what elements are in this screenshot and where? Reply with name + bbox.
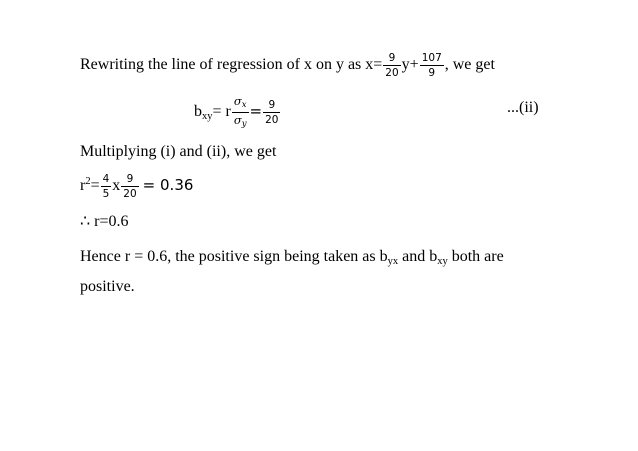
conclusion-paragraph <box>80 244 560 299</box>
fraction-107-over-9 <box>420 52 444 79</box>
conclusion-text-2: and b <box>398 248 438 265</box>
fraction-numerator: 4 <box>101 173 112 187</box>
sigma-y <box>232 113 249 130</box>
sigma-subscript-x: x <box>241 100 247 110</box>
superscript-2: 2 <box>85 176 91 188</box>
sigma-symbol: σ <box>233 112 242 127</box>
statement-mid: y+ <box>401 56 419 74</box>
equation-tag-ii: ...(ii) <box>507 99 539 116</box>
r-squared-equation <box>80 173 193 200</box>
fraction-numerator: 9 <box>121 173 138 187</box>
regression-line-statement <box>80 52 495 79</box>
sigma-ratio-fraction <box>232 95 249 130</box>
sigma-x <box>232 95 249 113</box>
bxy-equation <box>194 95 281 130</box>
fraction-9-over-20 <box>263 99 280 126</box>
bxy-subscript: xy <box>202 110 213 122</box>
fraction-9-over-20 <box>121 173 138 200</box>
statement-text-before: Rewriting the line of regression of x on y as x= <box>80 56 383 74</box>
bxy-b: b <box>194 102 202 120</box>
conclusion-text-1: Hence r = 0.6, the positive sign being taken as b <box>80 248 388 265</box>
statement-text-after: , we get <box>444 56 495 74</box>
result-value: = 0.36 <box>142 176 194 195</box>
fraction-numerator: 107 <box>420 52 444 66</box>
multiplying-statement: Multiplying (i) and (ii), we get <box>80 143 277 160</box>
fraction-numerator: 9 <box>383 52 400 66</box>
fraction-4-over-5 <box>101 173 112 200</box>
fraction-numerator: 9 <box>263 99 280 113</box>
sigma-symbol: σ <box>233 94 242 108</box>
r-symbol: r <box>80 177 86 195</box>
fraction-denominator: 20 <box>385 67 399 80</box>
fraction-denominator: 5 <box>102 188 110 201</box>
conclusion-text-3: both are positive. <box>80 248 504 295</box>
fraction-denominator: 20 <box>265 113 279 126</box>
fraction-9-over-20 <box>383 52 400 79</box>
fraction-denominator: 20 <box>123 188 137 201</box>
fraction-denominator: 9 <box>428 67 436 80</box>
subscript-yx: yx <box>387 256 399 267</box>
equals-sign: = <box>90 177 100 195</box>
bxy-eq-r: = r <box>212 102 231 120</box>
subscript-xy: xy <box>437 256 448 267</box>
sigma-subscript-y: y <box>241 118 247 129</box>
therefore-statement: ∴ r=0.6 <box>80 213 129 230</box>
times-x: x <box>112 177 121 195</box>
equals-sign: = <box>249 101 263 120</box>
